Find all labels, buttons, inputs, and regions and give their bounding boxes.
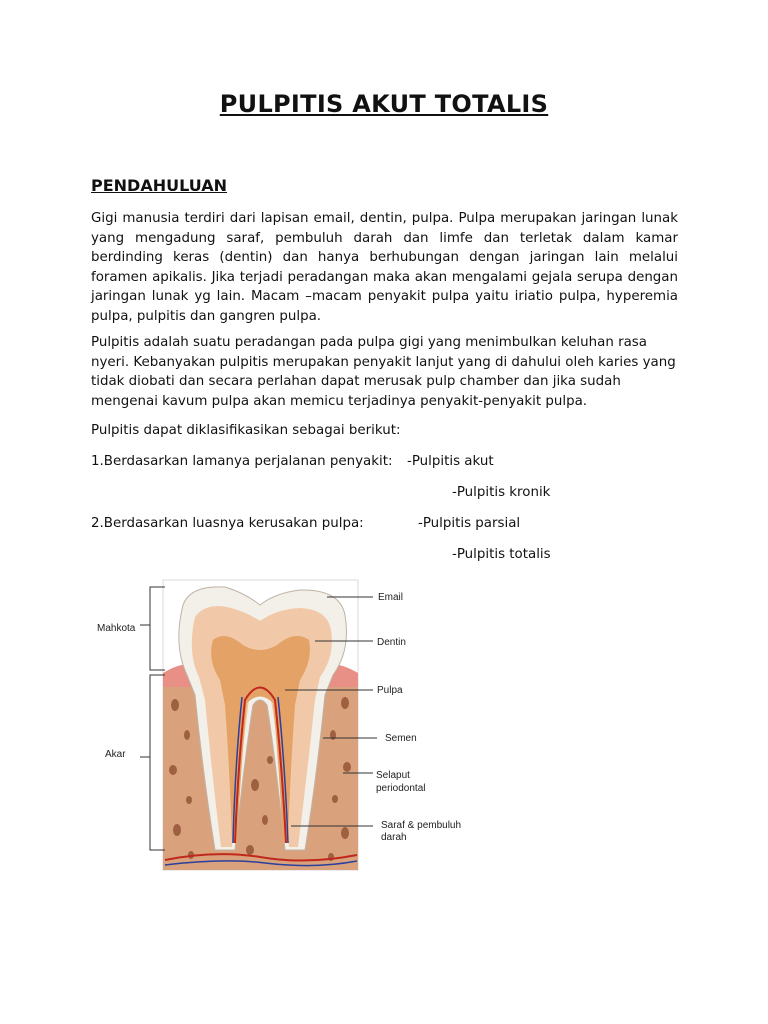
label-saraf: Saraf & pembuluh: [381, 820, 462, 831]
classification-2-item-1: -Pulpitis parsial: [418, 516, 521, 531]
classification-2-item-2: -Pulpitis totalis: [452, 547, 551, 562]
label-periodontal: periodontal: [376, 783, 426, 794]
section-heading: PENDAHULUAN: [91, 176, 227, 195]
label-darah: darah: [381, 832, 407, 843]
label-akar: Akar: [105, 749, 126, 760]
label-selaput: Selaput: [376, 770, 410, 781]
label-email: Email: [378, 592, 404, 603]
classification-1-item-2: -Pulpitis kronik: [452, 485, 551, 500]
label-mahkota: Mahkota: [97, 623, 136, 634]
label-semen: Semen: [385, 733, 417, 744]
label-dentin: Dentin: [377, 637, 406, 648]
bone-tissue: [163, 675, 358, 870]
label-pulpa: Pulpa: [377, 685, 403, 696]
paragraph-pulpitis-definition: Pulpitis adalah suatu peradangan pada pulpa gigi yang menimbulkan keluhan rasa nyeri. Kebanyakan pulpitis merupakan penyakit lanjut yang di dahului oleh karies yang tidak diobati dan secara perlahan dapat merusak pulp chamber dan jika sudah mengenai kavum pulpa akan memicu terjadinya penyakit-penyakit pulpa.: [91, 335, 676, 409]
paragraph-intro: Gigi manusia terdiri dari lapisan email, dentin, pulpa. Pulpa merupakan jaringan lunak yang mengadung saraf, pembuluh darah dan limfe dan terletak dalam kamar berdinding keras (dentin) dan hanya berhubungan dengan jaringan lain melalui foramen apikalis. Jika terjadi peradangan maka akan mengalami gejala serupa dengan jaringan lunak yg lain. Macam –macam penyakit pulpa yaitu iriatio pulpa, hyperemia pulpa, pulpitis dan gangren pulpa.: [91, 211, 678, 324]
classification-intro: Pulpitis dapat diklasifikasikan sebagai berikut:: [91, 423, 401, 438]
document-title: PULPITIS AKUT TOTALIS: [219, 90, 549, 118]
classification-2-label: 2.Berdasarkan luasnya kerusakan pulpa:: [91, 516, 364, 531]
tooth-anatomy-figure: [95, 575, 475, 875]
classification-1-item-1: -Pulpitis akut: [407, 454, 494, 469]
classification-1-label: 1.Berdasarkan lamanya perjalanan penyakit:: [91, 454, 393, 469]
